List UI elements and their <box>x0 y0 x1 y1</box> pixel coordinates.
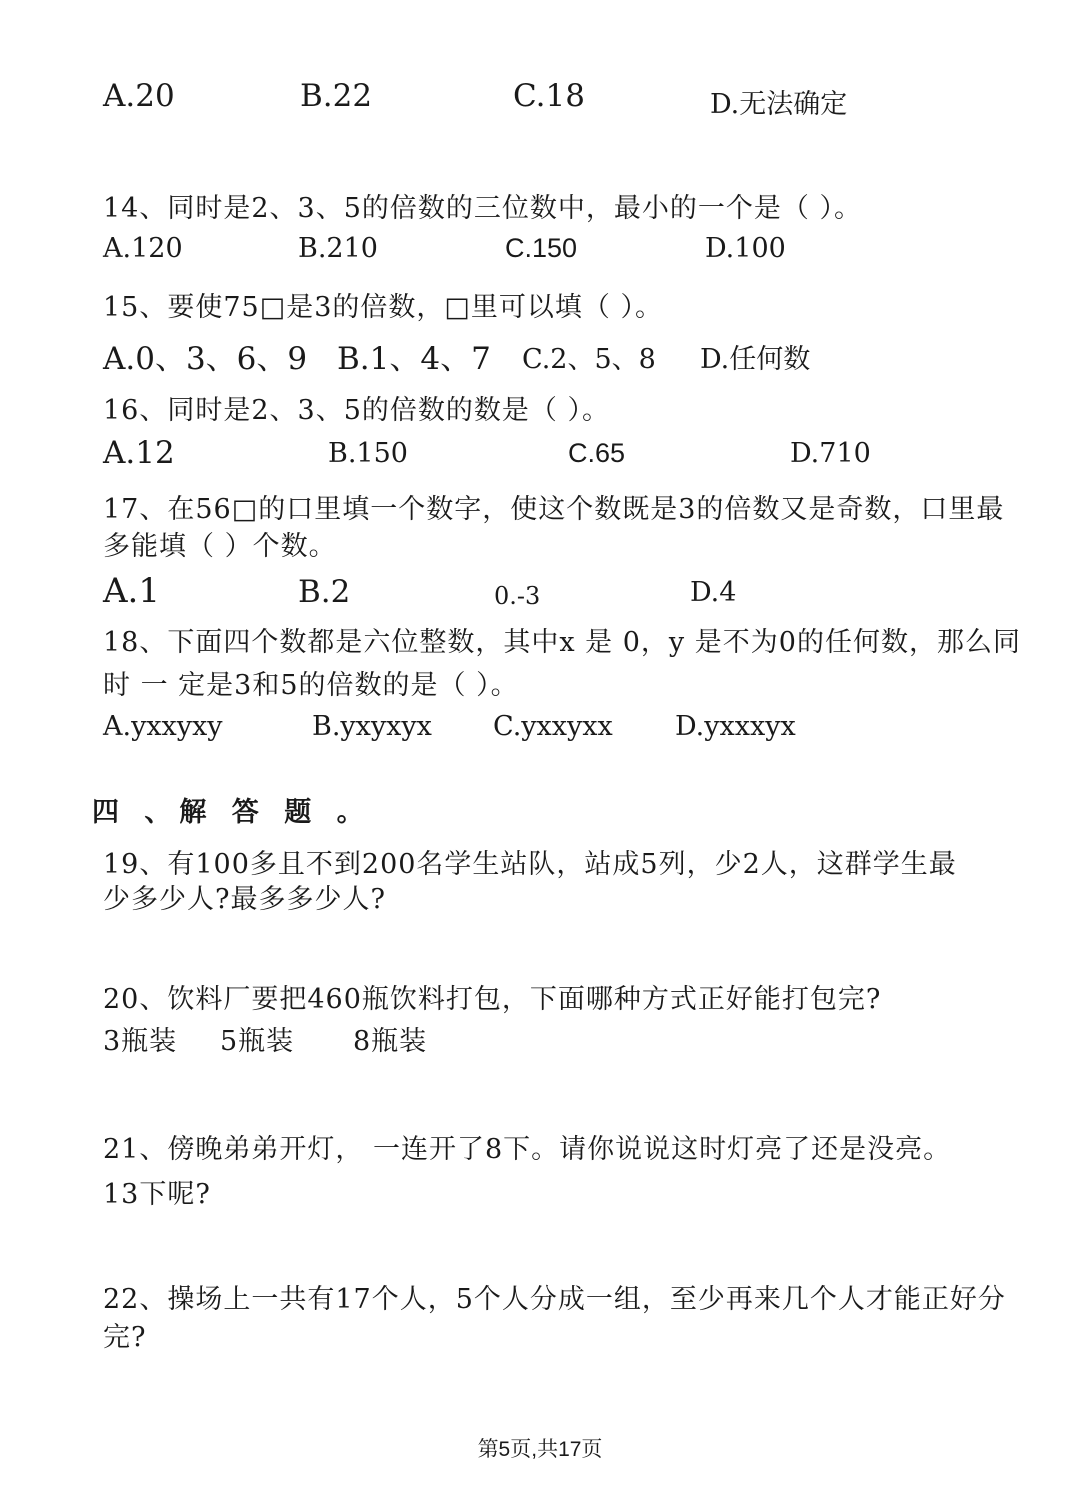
q16-option-a: A.12 <box>103 435 175 471</box>
q21-text-line2: 13下呢? <box>103 1179 211 1210</box>
q15-option-d: D.任何数 <box>700 344 811 375</box>
q18-option-c: C.yxxyxx <box>493 711 613 742</box>
q20-choice-5: 5瓶装 <box>220 1026 295 1057</box>
q17-option-a: A.1 <box>103 571 160 611</box>
q15-option-a: A.0、3、6、9 <box>103 341 308 377</box>
q17-text-line1: 17、在56□的口里填一个数字，使这个数既是3的倍数又是奇数，口里最 <box>103 494 1005 525</box>
q18-text-line1: 18、下面四个数都是六位整数，其中x 是 0，y 是不为0的任何数，那么同 <box>103 627 1021 658</box>
q14-text: 14、同时是2、3、5的倍数的三位数中，最小的一个是（ ）。 <box>103 193 862 224</box>
section-heading: 四 、解 答 题 。 <box>92 797 372 828</box>
q16-option-c: C.65 <box>568 438 626 468</box>
page-number: 第5页,共17页 <box>477 1438 603 1461</box>
q18-option-b: B.yxyxyx <box>312 711 432 742</box>
q14-option-d: D.100 <box>705 233 786 264</box>
q14-option-a: A.120 <box>103 233 183 264</box>
q17-text-line2: 多能填（ ）个数。 <box>103 531 337 562</box>
q20-choice-3: 3瓶装 <box>103 1026 178 1057</box>
q19-text-line2: 少多少人?最多多少人? <box>103 884 386 915</box>
q14-option-b: B.210 <box>298 233 378 264</box>
q16-option-d: D.710 <box>790 438 871 469</box>
q17-option-d: D.4 <box>690 577 737 608</box>
q13-option-a: A.20 <box>103 78 175 114</box>
q15-option-b: B.1、4、7 <box>337 341 491 377</box>
q15-text: 15、要使75□是3的倍数，□里可以填（ ）。 <box>103 292 663 323</box>
q17-option-b: B.2 <box>298 574 351 610</box>
q16-option-b: B.150 <box>328 438 408 469</box>
q18-text-line2: 时 一 定是3和5的倍数的是（ ）。 <box>103 670 519 701</box>
q15-option-c: C.2、5、8 <box>522 344 656 375</box>
q13-option-c: C.18 <box>513 78 585 114</box>
q22-text-line1: 22、操场上一共有17个人，5个人分成一组，至少再来几个人才能正好分 <box>103 1284 1006 1315</box>
q19-text-line1: 19、有100多且不到200名学生站队，站成5列，少2人，这群学生最 <box>103 849 957 880</box>
q20-text-line1: 20、饮料厂要把460瓶饮料打包，下面哪种方式正好能打包完? <box>103 984 882 1015</box>
q13-option-b: B.22 <box>300 78 373 114</box>
q22-text-line2: 完? <box>103 1322 147 1353</box>
q20-choice-8: 8瓶装 <box>353 1026 428 1057</box>
q18-option-d: D.yxxxyx <box>675 711 796 742</box>
q17-option-c: 0.-3 <box>494 582 541 610</box>
q18-option-a: A.yxxyxy <box>103 711 223 742</box>
q16-text: 16、同时是2、3、5的倍数的数是（ ）。 <box>103 395 610 426</box>
q21-text-line1: 21、傍晚弟弟开灯， 一连开了8下。请你说说这时灯亮了还是没亮。 <box>103 1134 952 1165</box>
q14-option-c: C.150 <box>505 233 578 263</box>
q13-option-d: D.无法确定 <box>710 89 848 120</box>
